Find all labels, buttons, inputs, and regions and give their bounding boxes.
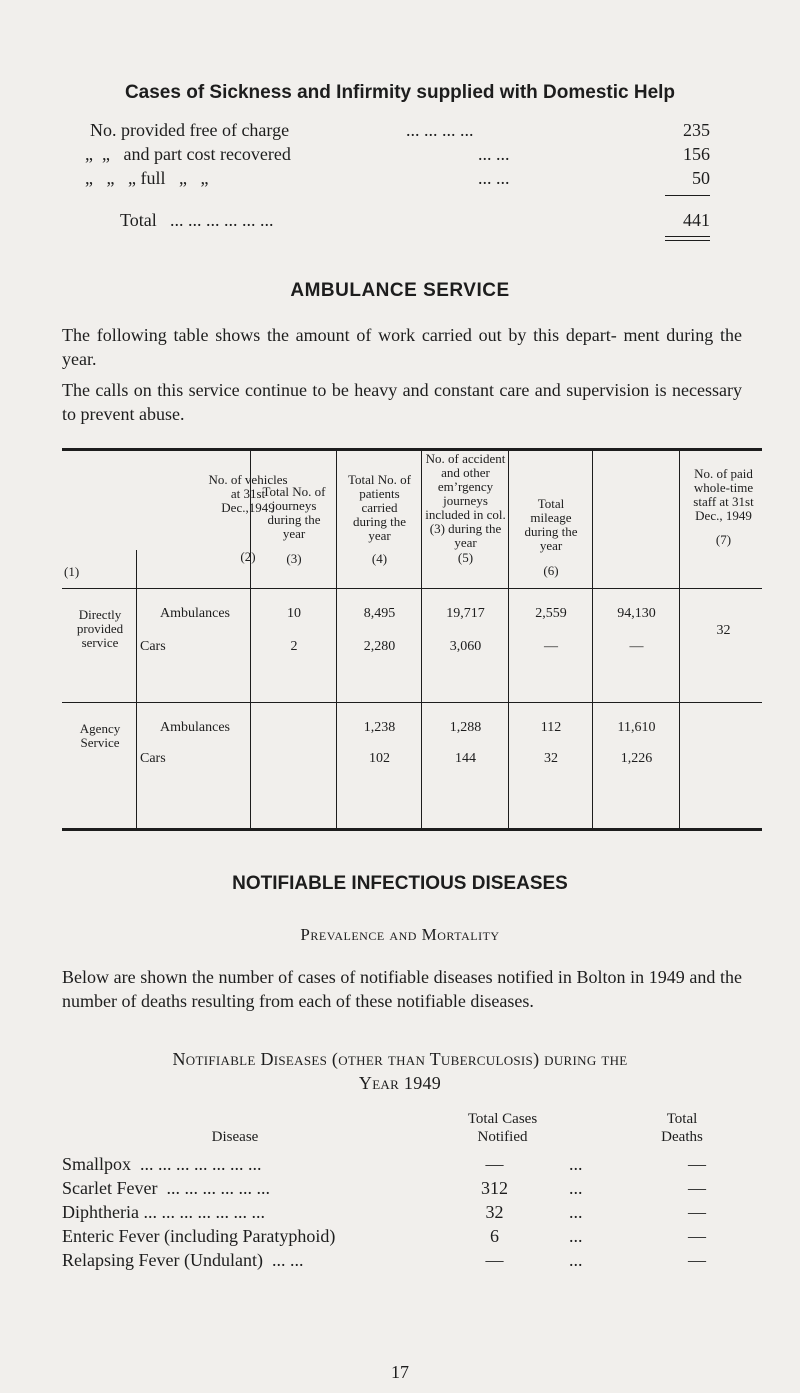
- cell-emergency: 112: [540, 720, 562, 735]
- double-rule-bottom: [665, 240, 710, 241]
- col-header-text: No. of accident and other em’rgency journeys included in col. (3) during the year: [425, 451, 506, 550]
- page-number: 17: [391, 1362, 409, 1382]
- disease-row: [62, 1201, 762, 1223]
- disease-deaths: —: [688, 1226, 706, 1246]
- diseases-table-title-1: Notifiable Diseases (other than Tuberculosis) during the: [172, 1049, 628, 1069]
- disease-cases: —: [485, 1250, 504, 1270]
- diseases-table-title-2: Year 1949: [358, 1073, 442, 1093]
- cell-journeys: 1,238: [363, 720, 396, 735]
- col-header-text: No. of paid whole-time staff at 31st Dec., 1949: [693, 466, 754, 523]
- vehicle-type: Ambulances: [160, 720, 230, 735]
- disease-cases: —: [485, 1154, 504, 1174]
- row-dots: ... ...: [478, 168, 510, 188]
- vehicle-type: Cars: [140, 751, 166, 766]
- col-header-text: No. of vehicles at 31st Dec.,1949: [208, 472, 288, 515]
- col-header-num: (7): [715, 532, 732, 547]
- col-disease-header: Disease: [211, 1129, 259, 1145]
- double-rule-top: [665, 236, 710, 237]
- total-dots: ... ... ... ... ... ...: [170, 210, 274, 230]
- disease-name: Relapsing Fever (Undulant) ... ...: [62, 1250, 304, 1270]
- table-top-rule: [62, 448, 762, 451]
- col-header-1-num: (1): [64, 564, 80, 579]
- disease-deaths: —: [688, 1154, 706, 1174]
- disease-cases: 312: [481, 1178, 508, 1198]
- notifiable-heading: NOTIFIABLE INFECTIOUS DISEASES: [232, 873, 568, 894]
- row-dots: ...: [569, 1250, 583, 1270]
- disease-deaths: —: [688, 1178, 706, 1198]
- cell-mileage: 94,130: [617, 606, 656, 621]
- row-dots: ...: [569, 1226, 583, 1246]
- column-rule: [592, 448, 593, 828]
- row-value: 235: [683, 120, 710, 140]
- col-header-num: (5): [457, 550, 474, 565]
- cell-patients: 3,060: [449, 639, 482, 654]
- row-label: „ „ „ full „ „: [85, 168, 209, 188]
- col-header-5: [423, 452, 508, 565]
- cell-journeys: 102: [369, 751, 390, 766]
- row-value: 50: [692, 168, 710, 188]
- disease-row: [62, 1249, 762, 1271]
- row-label: No. provided free of charge: [90, 120, 290, 140]
- row-value: 156: [683, 144, 710, 164]
- disease-deaths: —: [688, 1202, 706, 1222]
- col-header-7: [681, 467, 766, 547]
- cell-emergency: 2,559: [535, 606, 567, 621]
- column-rule: [136, 550, 137, 828]
- total-value: 441: [683, 210, 710, 230]
- col-header-num: (4): [371, 551, 388, 566]
- cell-staff: 32: [716, 623, 731, 638]
- cell-patients: 19,717: [446, 606, 485, 621]
- notifiable-paragraph: Below are shown the number of cases of notifiable diseases notified in Bolton in 1949 and the number of deaths resulting from each of these notifiable diseases.: [62, 967, 742, 1011]
- ambulance-paragraph-1: The following table shows the amount of work carried out by this depart- ment during the year.: [62, 325, 742, 369]
- col-header-1: [62, 565, 252, 579]
- disease-row: [62, 1225, 762, 1247]
- cell-journeys: 8,495: [363, 606, 396, 621]
- disease-deaths: —: [688, 1250, 706, 1270]
- column-rule: [508, 448, 509, 828]
- disease-name: Diphtheria ... ... ... ... ... ... ...: [62, 1202, 265, 1222]
- group-name: Directly provided service: [76, 607, 124, 650]
- vehicle-type: Cars: [140, 639, 166, 654]
- col-header-text: Total No. of journeys during the year: [262, 484, 326, 541]
- disease-cases: 6: [490, 1226, 499, 1246]
- cell-vehicles: 10: [287, 606, 301, 621]
- col-header-num: (6): [543, 563, 559, 578]
- cell-mileage: 11,610: [617, 720, 656, 735]
- cell-mileage: 1,226: [620, 751, 653, 766]
- column-rule: [336, 448, 337, 828]
- domestic-help-total: [90, 208, 710, 232]
- row-dots: ...: [569, 1178, 583, 1198]
- notifiable-subheading: Prevalence and Mortality: [300, 925, 500, 944]
- cell-emergency: 32: [544, 751, 558, 766]
- cell-journeys: 2,280: [363, 639, 396, 654]
- domestic-help-row: [85, 166, 710, 190]
- col-header-text: Total No. of patients carried during the year: [348, 472, 411, 543]
- disease-name: Scarlet Fever ... ... ... ... ... ...: [62, 1178, 270, 1198]
- col-header-num: (2): [240, 549, 256, 564]
- header-rule: [62, 588, 762, 589]
- col-header-4: [338, 473, 421, 566]
- col-cases-header: Total Cases Notified: [467, 1111, 538, 1145]
- disease-row: [62, 1153, 762, 1175]
- row-dots: ... ... ... ...: [406, 120, 474, 140]
- col-header-num: (3): [286, 551, 302, 566]
- ambulance-heading: AMBULANCE SERVICE: [290, 280, 510, 301]
- column-rule: [679, 448, 680, 828]
- col-header-text: Total mileage during the year: [524, 496, 578, 553]
- group-rule: [62, 702, 762, 703]
- cell-vehicles: 2: [290, 639, 298, 654]
- row-dots: ... ...: [478, 144, 510, 164]
- col-header-6b: [510, 497, 592, 578]
- disease-row: [62, 1177, 762, 1199]
- group-name: Agency Service: [79, 721, 121, 750]
- col-header-3: [252, 485, 336, 566]
- column-rule: [421, 448, 422, 828]
- domestic-help-row: [90, 118, 710, 142]
- cell-mileage: —: [629, 639, 644, 654]
- total-label: Total: [120, 210, 157, 230]
- row-dots: ...: [569, 1154, 583, 1174]
- vehicle-type: Ambulances: [160, 606, 230, 621]
- cell-patients: 144: [455, 751, 476, 766]
- domestic-help-row: [85, 142, 710, 166]
- disease-name: Smallpox ... ... ... ... ... ... ...: [62, 1154, 262, 1174]
- cell-patients: 1,288: [449, 720, 482, 735]
- domestic-help-title: Cases of Sickness and Infirmity supplied with Domestic Help: [124, 82, 676, 103]
- sum-rule: [665, 195, 710, 196]
- table-bottom-rule: [62, 828, 762, 831]
- row-dots: ...: [569, 1202, 583, 1222]
- row-label: „ „ and part cost recovered: [85, 144, 291, 164]
- disease-name: Enteric Fever (including Paratyphoid): [62, 1226, 336, 1246]
- cell-emergency: —: [544, 639, 558, 654]
- col-deaths-header: Total Deaths: [661, 1111, 703, 1145]
- disease-cases: 32: [485, 1202, 504, 1222]
- ambulance-paragraph-2: The calls on this service continue to be heavy and constant care and supervision is necessary to prevent abuse.: [62, 380, 742, 424]
